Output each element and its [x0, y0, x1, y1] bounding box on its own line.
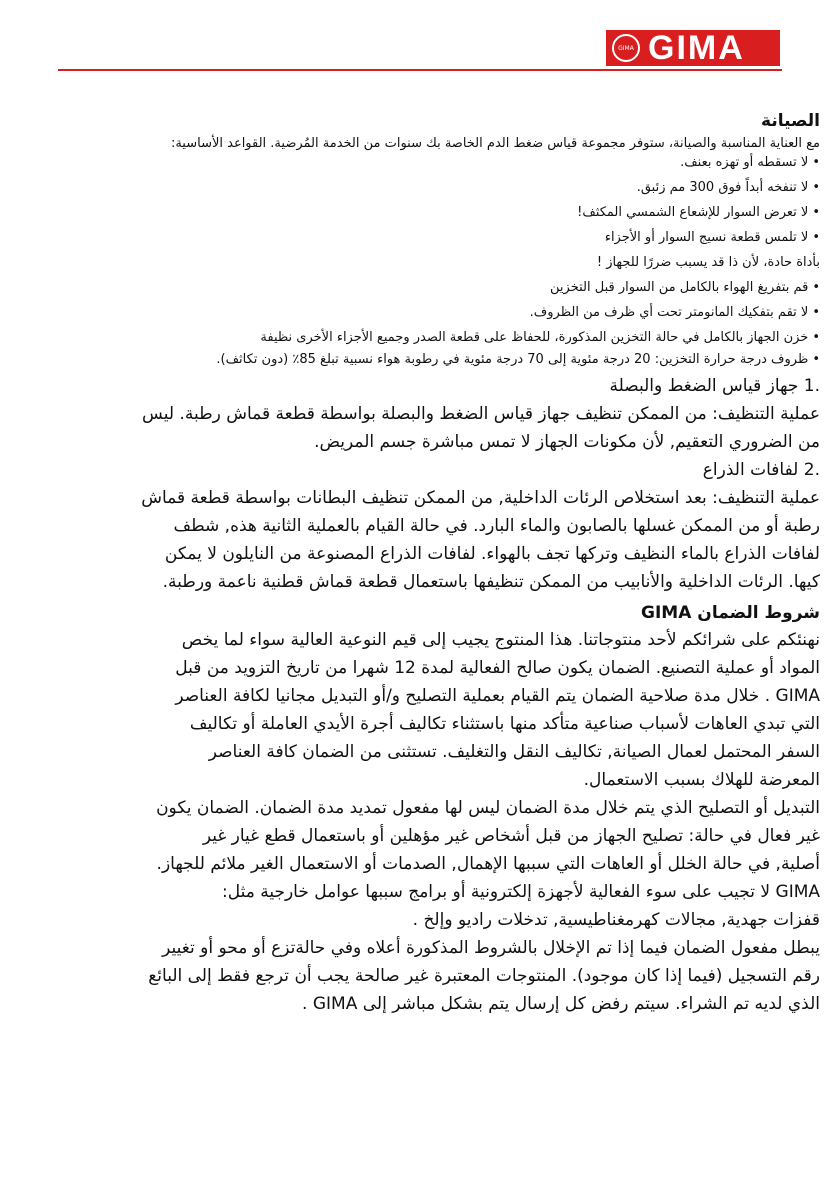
page-header: [0, 0, 840, 72]
list-item: •لا تعرض السوار للإشعاع الشمسي المكثف!: [577, 205, 820, 220]
list-item: •لا تلمس قطعة نسيج السوار أو الأجزاء: [604, 230, 820, 245]
warranty-line: GIMA . خلال مدة صلاحية الضمان يتم القيام بعملية التصليح و/أو التبديل مجانيا لكافة العناصر: [175, 686, 820, 706]
section2-line: رطبة أو من الممكن غسلها بالصابون والماء البارد. في حالة القيام بالعملية الثانية هذه, شطف: [173, 516, 820, 536]
list-item-continuation: بأداة حادة، لأن ذا قد يسبب ضررًا للجهاز !: [596, 255, 820, 270]
list-item: •خزن الجهاز بالكامل في حالة التخزين المذكورة، للحفاظ على قطعة الصدر وجميع الأجزاء الأخرى نظيفة: [260, 330, 820, 345]
maintenance-intro: مع العناية المناسبة والصيانة، ستوفر مجموعة قياس ضغط الدم الخاصة بك سنوات من الخدمة المُرضية. القواعد الأساسية:: [170, 136, 820, 151]
warranty-line: المعرضة للهلاك بسبب الاستعمال.: [583, 770, 820, 790]
list-item: •لا تنفخه أبداً فوق 300 مم زئبق.: [636, 180, 820, 195]
list-item: •لا تقم بتفكيك المانومتر تحت أي ظرف من الظروف.: [529, 305, 820, 320]
warranty-line: الذي لديه تم الشراء. سيتم رفض كل إرسال يتم بشكل مباشر إلى GIMA .: [302, 994, 820, 1014]
warranty-line: نهنئكم على شرائكم لأحد منتوجاتنا. هذا المنتوج يجيب إلى قيم النوعية العالية سواء لما يخص: [181, 630, 820, 650]
maintenance-title: الصيانة: [761, 111, 820, 131]
warranty-line: رقم التسجيل (فيما إذا كان موجود). المنتوجات المعتبرة غير صالحة يجب أن ترجع فقط إلى البائع: [148, 966, 820, 986]
warranty-title: شروط الضمان GIMA: [641, 603, 820, 623]
document-body: [20, 110, 820, 1018]
warranty-line: غير فعال في حالة: تصليح الجهاز من قبل أشخاص غير مؤهلين أو باستعمال قطع غيار غير: [202, 826, 820, 846]
section1-heading: .1 جهاز قياس الضغط والبصلة: [609, 376, 820, 396]
list-item: •قم بتفريغ الهواء بالكامل من السوار قبل التخزين: [550, 280, 820, 295]
warranty-line: المواد أو عملية التصنيع. الضمان يكون صالح الفعالية لمدة 12 شهرا من تاريخ التزويد من قبل: [175, 658, 820, 678]
logo-seal-icon: GIMA: [612, 34, 640, 62]
gima-logo: [606, 30, 780, 66]
warranty-line: قفزات جهدية, مجالات كهرمغناطيسية, تدخلات راديو وإلخ .: [412, 910, 820, 930]
list-item: •لا تسقطه أو تهزه بعنف.: [680, 155, 820, 170]
warranty-line: السفر المحتمل لعمال الصيانة, تكاليف النقل والتغليف. تستثنى من الضمان كافة العناصر: [208, 742, 820, 762]
warranty-line: يبطل مفعول الضمان فيما إذا تم الإخلال بالشروط المذكورة أعلاه وفي حالةتزع أو محو أو تغيير: [162, 938, 820, 958]
section1-line: من الضروري التعقيم, لأن مكونات الجهاز لا تمس مباشرة جسم المريض.: [314, 432, 820, 452]
warranty-line: التبديل أو التصليح الذي يتم خلال مدة الضمان ليس لها مفعول تمديد مدة الضمان. الضمان يكون: [156, 798, 820, 818]
section2-heading: .2 لفافات الذراع: [702, 460, 820, 480]
section1-line: عملية التنظيف: من الممكن تنظيف جهاز قياس الضغط والبصلة بواسطة قطعة قماش رطبة. ليس: [142, 404, 820, 424]
section2-line: عملية التنظيف: بعد استخلاص الرئات الداخلية, من الممكن تنظيف البطانات بواسطة قطعة قماش: [141, 488, 820, 508]
maintenance-rules: [20, 153, 820, 369]
warranty-line: التي تبدي العاهات لأسباب صناعية متأكد منها باستثناء تكاليف أجرة الأيدي العاملة أو تكاليف: [189, 714, 820, 734]
list-item: •ظروف درجة حرارة التخزين: 20 درجة مئوية إلى 70 درجة مئوية في رطوبة هواء نسبية تبلغ 85٪ (دون تكاثف).: [216, 352, 820, 367]
warranty-line: أصلية, في حالة الخلل أو العاهات التي سببها الإهمال, الصدمات أو الاستعمال الغير ملائم للجهاز.: [156, 854, 820, 874]
warranty-line: GIMA لا تجيب على سوء الفعالية لأجهزة إلكترونية أو برامج سببها عوامل خارجية مثل:: [221, 882, 820, 902]
logo-text: GIMA: [648, 29, 745, 67]
section2-line: كيها. الرئات الداخلية والأنابيب من الممكن تنظيفها باستعمال قطعة قماش قطنية ناعمة ورطبة.: [162, 572, 820, 592]
section2-line: لفافات الذراع بالماء النظيف وتركها تجف بالهواء. لفافات الذراع المصنوعة من النايلون لا يمكن: [164, 544, 820, 564]
header-rule: [58, 69, 782, 71]
